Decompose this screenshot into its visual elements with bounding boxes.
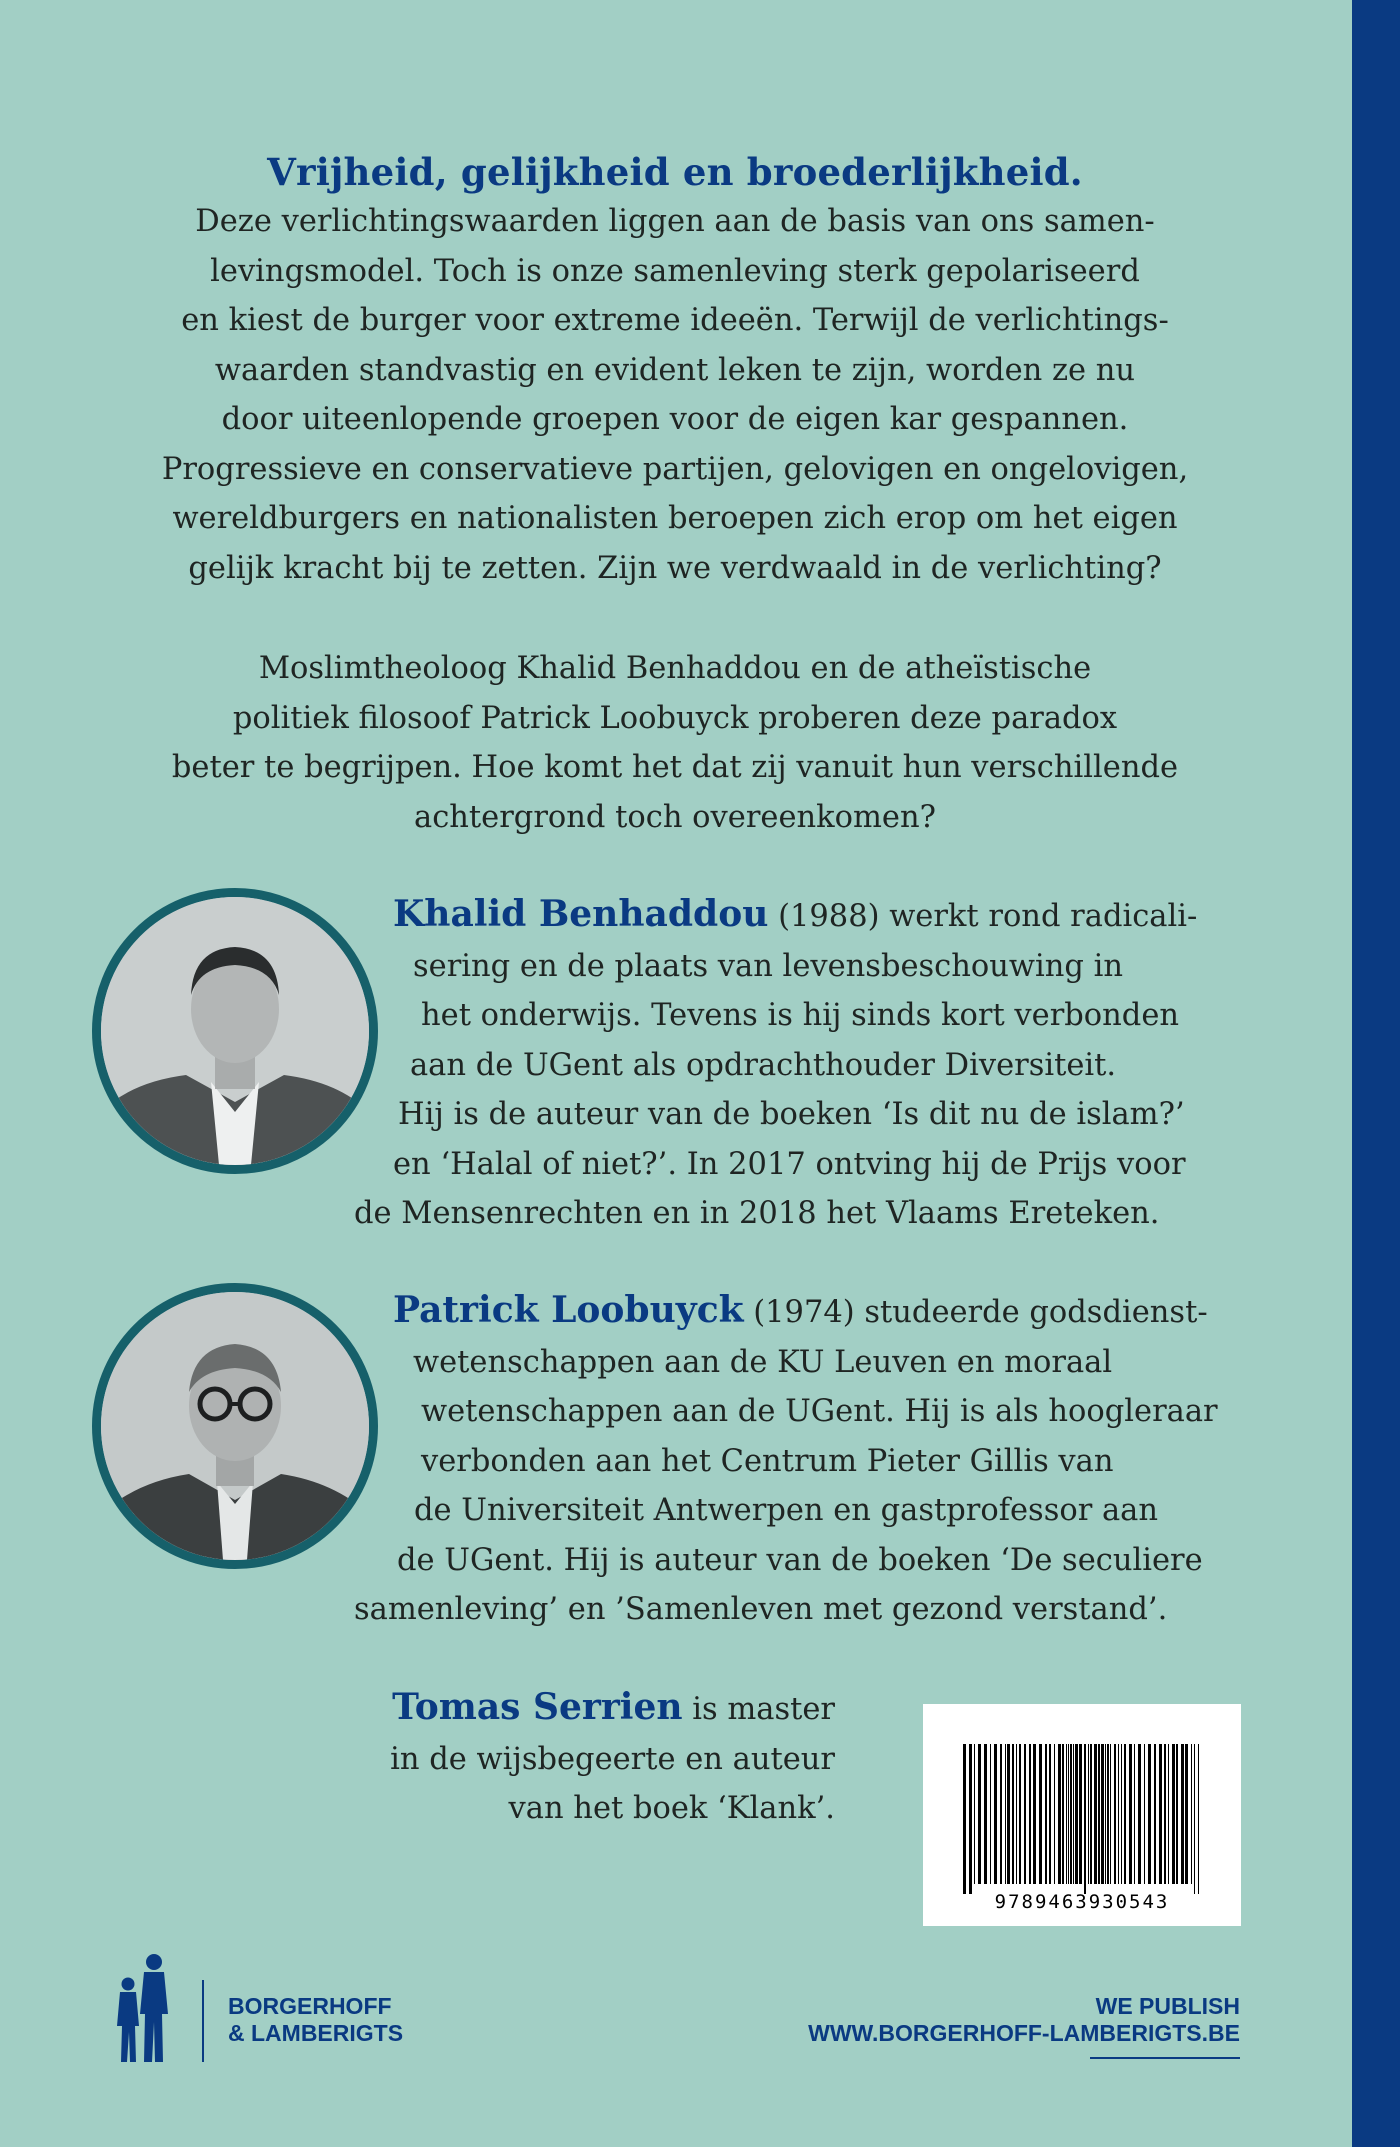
khalid-bio xyxy=(0,890,1300,1239)
bio-line: de UGent. Hij is auteur van de boeken ‘De seculiere xyxy=(397,1542,1203,1578)
barcode-bar xyxy=(1058,1744,1061,1884)
barcode-bar xyxy=(1110,1744,1111,1884)
barcode-bar xyxy=(1007,1744,1010,1884)
barcode-bar xyxy=(969,1744,972,1894)
barcode-bar xyxy=(1144,1744,1145,1884)
text-line: beter te begrijpen. Hoe komt het dat zij vanuit hun verschillende xyxy=(171,750,1179,785)
barcode-bar xyxy=(1084,1744,1086,1894)
bio-line: van het boek ‘Klank’. xyxy=(508,1791,835,1826)
barcode-bar xyxy=(1148,1744,1151,1884)
author-name-tomas: Tomas Serrien xyxy=(392,1686,683,1728)
bio-line: wetenschappen aan de KU Leuven en moraal xyxy=(413,1344,1113,1380)
isbn-number: 9789463930543 xyxy=(994,1891,1170,1913)
bio-line: Hij is de auteur van de boeken ‘Is dit nu de islam?’ xyxy=(398,1097,1185,1132)
barcode-bar xyxy=(1101,1744,1104,1884)
text-line: gelijk kracht bij te zetten. Zijn we verdwaald in de verlichting? xyxy=(188,550,1162,586)
barcode-bar xyxy=(1066,1744,1067,1884)
bio-line: de Mensenrechten en in 2018 het Vlaams Ereteken. xyxy=(354,1196,1160,1231)
barcode-bar xyxy=(1176,1744,1178,1884)
barcode-bar xyxy=(1172,1744,1175,1884)
barcode-bar xyxy=(984,1744,987,1884)
text-line: Moslimtheoloog Khalid Benhaddou en de atheïstische xyxy=(258,651,1092,686)
barcode-bar xyxy=(1129,1744,1132,1884)
bio-line: sering en de plaats van levensbeschouwing in xyxy=(413,948,1124,984)
bio-line: en ‘Halal of niet?’. In 2017 ontving hij de Prijs voor xyxy=(393,1146,1186,1182)
intro-paragraph xyxy=(120,197,1230,593)
barcode-bar xyxy=(1134,1744,1135,1884)
text-line: waarden standvastig en evident leken te zijn, worden ze nu xyxy=(214,352,1136,388)
barcode-bar xyxy=(1062,1744,1064,1884)
bio-line: verbonden aan het Centrum Pieter Gillis van xyxy=(421,1443,1114,1479)
bio-line: het onderwijs. Tevens is hij sinds kort verbonden xyxy=(421,998,1180,1033)
barcode-bar xyxy=(1159,1744,1162,1884)
barcode-bar xyxy=(1075,1744,1078,1884)
barcode-bar xyxy=(1114,1744,1116,1884)
barcode-bar xyxy=(1033,1744,1036,1884)
barcode-bar xyxy=(1098,1744,1100,1884)
barcode-bar xyxy=(1049,1744,1051,1884)
barcode-bar xyxy=(1121,1744,1122,1884)
two-figures-logo-icon xyxy=(108,1952,178,2072)
barcode-bar xyxy=(1094,1744,1097,1884)
url-underline xyxy=(1090,2057,1240,2059)
text-line: Progressieve en conservatieve partijen, gelovigen en ongelovigen, xyxy=(161,451,1189,487)
isbn-barcode xyxy=(923,1704,1241,1926)
text-line: levingsmodel. Toch is onze samenleving sterk gepolariseerd xyxy=(210,253,1140,289)
author-name-khalid: Khalid Benhaddou xyxy=(393,893,769,935)
logo-line: BORGERHOFF xyxy=(228,1993,392,2019)
bio-text: (1974) studeerde godsdienst- xyxy=(743,1295,1208,1330)
barcode-bar xyxy=(1107,1744,1109,1884)
barcode-bar xyxy=(1016,1744,1017,1884)
barcode-bar xyxy=(1198,1744,1199,1894)
barcode-bar xyxy=(990,1744,991,1884)
barcode-bar xyxy=(978,1744,981,1884)
text-line: Deze verlichtingswaarden liggen aan de basis van ons samen- xyxy=(195,204,1155,239)
logo-divider xyxy=(202,1980,204,2062)
barcode-bar xyxy=(1012,1744,1014,1884)
barcode-bar xyxy=(1191,1744,1192,1884)
barcode-bar xyxy=(1124,1744,1126,1884)
barcode-bar xyxy=(994,1744,997,1884)
barcode-bar xyxy=(1185,1744,1188,1884)
book-spine xyxy=(1352,0,1400,2147)
barcode-bar xyxy=(963,1744,966,1894)
barcode-bar xyxy=(1168,1744,1169,1884)
text-line: politiek filosoof Patrick Loobuyck proberen deze paradox xyxy=(232,700,1118,736)
barcode-bar xyxy=(1005,1744,1006,1884)
text-line: door uiteenlopende groepen voor de eigen kar gespannen. xyxy=(221,402,1129,437)
text-line: achtergrond toch overeenkomen? xyxy=(414,799,936,835)
barcode-bar xyxy=(1118,1744,1119,1884)
barcode-bar xyxy=(1073,1744,1074,1884)
bio-line: in de wijsbegeerte en auteur xyxy=(390,1741,835,1777)
barcode-bar xyxy=(1194,1744,1195,1894)
publisher-info xyxy=(808,1993,1240,2047)
barcode-bar xyxy=(1029,1744,1031,1884)
barcode-bar xyxy=(1088,1744,1089,1884)
barcode-bar xyxy=(1105,1744,1106,1884)
bio-line: samenleving’ en ’Samenleven met gezond verstand’. xyxy=(354,1592,1168,1627)
barcode-bar xyxy=(974,1744,975,1884)
bio-line: de Universiteit Antwerpen en gastprofessor aan xyxy=(414,1493,1158,1528)
bio-text: is master xyxy=(682,1692,835,1727)
barcode-bar xyxy=(1090,1744,1092,1884)
publisher-tagline: WE PUBLISH xyxy=(1095,1993,1240,2019)
logo-line: & LAMBERIGTS xyxy=(228,2020,404,2046)
barcode-bar xyxy=(1000,1744,1002,1884)
barcode-bar xyxy=(1024,1744,1026,1884)
barcode-bar xyxy=(1138,1744,1141,1884)
bio-line: aan de UGent als opdrachthouder Diversiteit. xyxy=(410,1047,1117,1083)
publisher-logo xyxy=(108,1952,178,2076)
patrick-bio xyxy=(0,1286,1300,1635)
barcode-bar xyxy=(1019,1744,1021,1884)
barcode-bar xyxy=(1079,1744,1082,1884)
publisher-logo-text xyxy=(228,1993,403,2047)
publisher-url: WWW.BORGERHOFF-LAMBERIGTS.BE xyxy=(808,2020,1240,2046)
bio-line: wetenschappen aan de UGent. Hij is als hoogleraar xyxy=(421,1394,1218,1429)
intro-title: Vrijheid, gelijkheid en broederlijkheid. xyxy=(267,150,1083,194)
text-line: wereldburgers en nationalisten beroepen zich erop om het eigen xyxy=(172,501,1178,536)
author-name-patrick: Patrick Loobuyck xyxy=(393,1289,744,1331)
barcode-bar xyxy=(1181,1744,1184,1884)
barcode-bar xyxy=(1039,1744,1042,1884)
barcode-bar xyxy=(1154,1744,1156,1884)
authors-paragraph xyxy=(120,644,1230,842)
barcode-bar xyxy=(1070,1744,1072,1884)
barcode-bar xyxy=(1045,1744,1047,1884)
barcode-bar xyxy=(1054,1744,1055,1884)
barcode-bar xyxy=(1164,1744,1166,1884)
tomas-bio xyxy=(300,1683,835,1834)
bio-text: (1988) werkt rond radicali- xyxy=(768,899,1198,934)
text-line: en kiest de burger voor extreme ideeën. Terwijl de verlichtings- xyxy=(181,303,1169,338)
barcode-graphic xyxy=(923,1704,1241,1926)
barcode-bar xyxy=(1068,1744,1069,1884)
